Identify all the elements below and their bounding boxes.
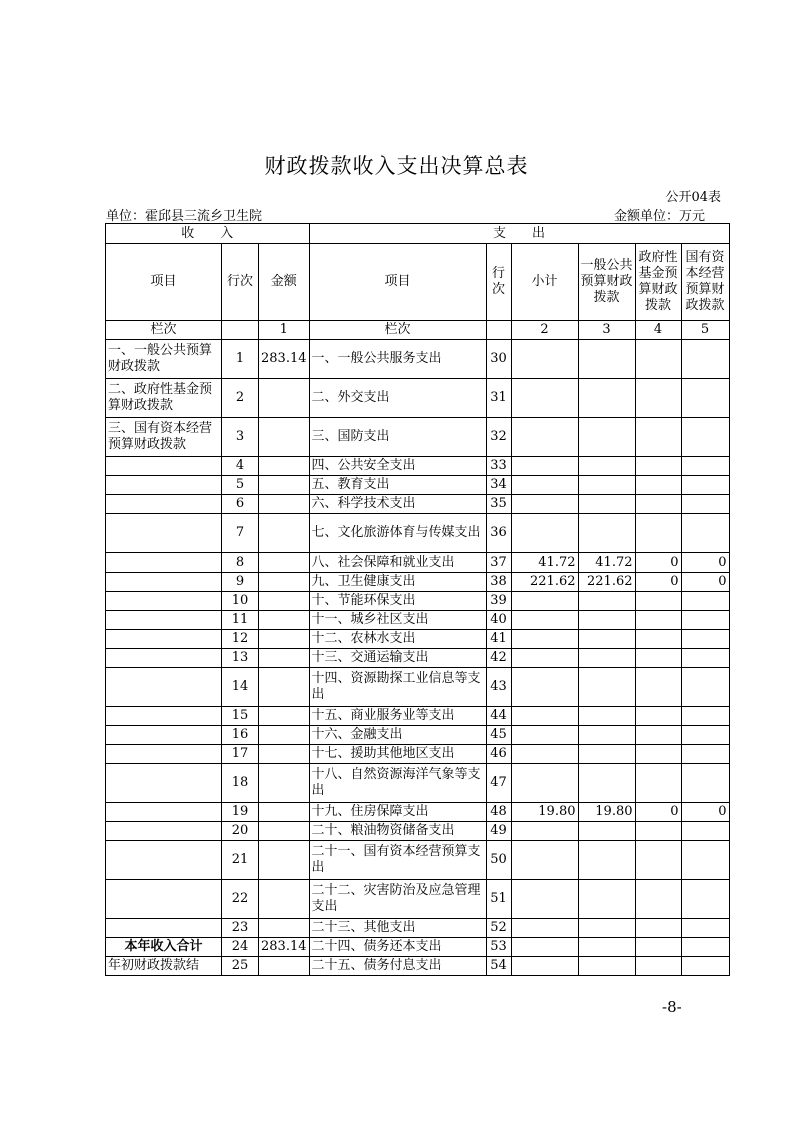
gov-fund-cell: 0	[635, 803, 681, 822]
state-capital-cell: 0	[681, 553, 729, 573]
expense-line-no-cell: 38	[486, 573, 511, 592]
expense-item-cell: 十二、农林水支出	[309, 630, 486, 649]
unit-label: 单位：霍邱县三流乡卫生院	[106, 209, 263, 224]
income-item-cell	[106, 841, 222, 880]
expense-item-cell: 二十二、灾害防治及应急管理支出	[309, 880, 486, 919]
expense-line-no-header: 行次	[486, 244, 511, 321]
expense-item-cell: 十四、资源勘探工业信息等支出	[309, 668, 486, 707]
income-amount-cell	[259, 592, 310, 611]
income-line-no-cell: 6	[222, 495, 259, 514]
income-line-no-cell: 14	[222, 668, 259, 707]
form-code: 公开04表	[665, 190, 721, 205]
general-budget-cell	[578, 841, 635, 880]
general-budget-cell	[578, 649, 635, 668]
income-amount-cell	[259, 649, 310, 668]
gov-fund-cell: 0	[635, 573, 681, 592]
income-amount-cell: 283.14	[259, 340, 310, 379]
state-capital-cell	[681, 592, 729, 611]
subtotal-cell	[511, 340, 578, 379]
table-row	[106, 379, 730, 418]
income-line-no-cell: 25	[222, 957, 259, 976]
expense-item-cell: 六、科学技术支出	[309, 495, 486, 514]
expense-item-cell: 十八、自然资源海洋气象等支出	[309, 764, 486, 803]
income-amount-cell	[259, 495, 310, 514]
income-line-no-cell: 4	[222, 457, 259, 476]
gov-fund-header: 政府性基金预算财政拨款	[635, 244, 681, 321]
expense-line-no-cell: 49	[486, 822, 511, 841]
table-row	[106, 957, 730, 976]
col-number: 5	[681, 321, 729, 340]
expense-item-cell: 十三、交通运输支出	[309, 649, 486, 668]
table-row	[106, 841, 730, 880]
general-budget-cell	[578, 611, 635, 630]
income-amount-cell	[259, 476, 310, 495]
gov-fund-cell	[635, 514, 681, 553]
income-item-cell	[106, 707, 222, 726]
col-number: 4	[635, 321, 681, 340]
income-amount-cell	[259, 573, 310, 592]
income-line-no-cell: 5	[222, 476, 259, 495]
gov-fund-cell	[635, 822, 681, 841]
income-amount-cell	[259, 553, 310, 573]
col-number: 3	[578, 321, 635, 340]
subtotal-cell	[511, 476, 578, 495]
table-row	[106, 938, 730, 957]
income-item-cell	[106, 573, 222, 592]
state-capital-cell	[681, 764, 729, 803]
gov-fund-cell	[635, 841, 681, 880]
expense-line-no-cell: 36	[486, 514, 511, 553]
subtotal-cell	[511, 880, 578, 919]
state-capital-cell	[681, 957, 729, 976]
subtotal-cell	[511, 630, 578, 649]
general-budget-cell	[578, 726, 635, 745]
income-amount-cell	[259, 822, 310, 841]
income-amount-cell	[259, 841, 310, 880]
income-item-cell	[106, 803, 222, 822]
general-budget-cell	[578, 340, 635, 379]
subtotal-cell	[511, 611, 578, 630]
gov-fund-cell	[635, 745, 681, 764]
subtotal-cell	[511, 418, 578, 457]
state-capital-cell	[681, 919, 729, 938]
income-line-no-cell: 23	[222, 919, 259, 938]
state-capital-cell	[681, 880, 729, 919]
table-row	[106, 726, 730, 745]
col-number: 1	[259, 321, 310, 340]
income-amount-cell	[259, 726, 310, 745]
income-line-no-cell: 2	[222, 379, 259, 418]
income-item-cell	[106, 495, 222, 514]
col-number: 2	[511, 321, 578, 340]
income-line-no-cell: 24	[222, 938, 259, 957]
subtotal-cell	[511, 822, 578, 841]
expense-line-no-cell: 47	[486, 764, 511, 803]
table-row	[106, 340, 730, 379]
income-amount-cell	[259, 880, 310, 919]
income-line-no-cell: 11	[222, 611, 259, 630]
state-capital-cell	[681, 938, 729, 957]
table-row	[106, 764, 730, 803]
table-row	[106, 668, 730, 707]
page-number: -8-	[662, 998, 682, 1016]
expense-item-header: 项目	[309, 244, 486, 321]
expense-line-no-cell: 44	[486, 707, 511, 726]
general-budget-cell	[578, 745, 635, 764]
state-capital-cell: 0	[681, 573, 729, 592]
expense-line-no-cell: 42	[486, 649, 511, 668]
general-budget-cell	[578, 495, 635, 514]
income-item-cell: 二、政府性基金预算财政拨款	[106, 379, 222, 418]
table-row	[106, 707, 730, 726]
expense-item-cell: 三、国防支出	[309, 418, 486, 457]
expense-line-no-cell: 50	[486, 841, 511, 880]
gov-fund-cell	[635, 592, 681, 611]
subtotal-header: 小计	[511, 244, 578, 321]
income-amount-cell	[259, 457, 310, 476]
state-capital-cell	[681, 379, 729, 418]
income-line-no-cell: 1	[222, 340, 259, 379]
income-amount-cell	[259, 630, 310, 649]
table-row	[106, 803, 730, 822]
expense-line-no-cell: 39	[486, 592, 511, 611]
table-row	[106, 573, 730, 592]
income-item-cell	[106, 764, 222, 803]
general-budget-cell	[578, 957, 635, 976]
income-item-cell: 本年收入合计	[106, 938, 222, 957]
empty-cell	[222, 321, 259, 340]
expense-header: 支 出	[309, 224, 729, 244]
state-capital-cell: 0	[681, 803, 729, 822]
subtotal-cell	[511, 957, 578, 976]
income-item-cell	[106, 649, 222, 668]
income-amount-cell	[259, 611, 310, 630]
table-row	[106, 919, 730, 938]
state-capital-cell	[681, 630, 729, 649]
income-amount-cell	[259, 745, 310, 764]
income-line-no-cell: 12	[222, 630, 259, 649]
state-capital-cell	[681, 514, 729, 553]
subtotal-cell	[511, 841, 578, 880]
state-capital-cell	[681, 707, 729, 726]
general-budget-cell	[578, 938, 635, 957]
income-item-cell	[106, 726, 222, 745]
expense-item-cell: 二、外交支出	[309, 379, 486, 418]
table-row	[106, 745, 730, 764]
income-line-no-cell: 20	[222, 822, 259, 841]
table-row	[106, 476, 730, 495]
income-line-no-cell: 19	[222, 803, 259, 822]
table-row	[106, 649, 730, 668]
subtotal-cell	[511, 668, 578, 707]
income-amount-cell	[259, 764, 310, 803]
expense-item-cell: 二十一、国有资本经营预算支出	[309, 841, 486, 880]
expense-line-no-cell: 31	[486, 379, 511, 418]
income-amount-cell	[259, 957, 310, 976]
item-header: 项目	[106, 244, 222, 321]
table-row	[106, 611, 730, 630]
state-capital-cell	[681, 649, 729, 668]
income-amount-cell	[259, 919, 310, 938]
income-item-cell	[106, 592, 222, 611]
table-row	[106, 553, 730, 573]
state-capital-cell	[681, 822, 729, 841]
table-row	[106, 495, 730, 514]
col-label: 栏次	[309, 321, 486, 340]
expense-line-no-cell: 41	[486, 630, 511, 649]
gov-fund-cell	[635, 938, 681, 957]
state-capital-header: 国有资本经营预算财政拨款	[681, 244, 729, 321]
state-capital-cell	[681, 745, 729, 764]
income-item-cell	[106, 457, 222, 476]
income-item-cell: 一、一般公共预算财政拨款	[106, 340, 222, 379]
expense-line-no-cell: 48	[486, 803, 511, 822]
expense-item-cell: 九、卫生健康支出	[309, 573, 486, 592]
general-budget-cell: 221.62	[578, 573, 635, 592]
expense-item-cell: 七、文化旅游体育与传媒支出	[309, 514, 486, 553]
subtotal-cell	[511, 514, 578, 553]
general-budget-cell	[578, 764, 635, 803]
gov-fund-cell	[635, 495, 681, 514]
gov-fund-cell	[635, 476, 681, 495]
expense-item-cell: 八、社会保障和就业支出	[309, 553, 486, 573]
table-row	[106, 880, 730, 919]
page-title: 财政拨款收入支出决算总表	[264, 154, 529, 178]
general-budget-cell	[578, 514, 635, 553]
subtotal-cell: 19.80	[511, 803, 578, 822]
income-line-no-cell: 9	[222, 573, 259, 592]
general-budget-cell	[578, 457, 635, 476]
expense-item-cell: 十一、城乡社区支出	[309, 611, 486, 630]
line-no-header: 行次	[222, 244, 259, 321]
income-line-no-cell: 3	[222, 418, 259, 457]
expense-line-no-cell: 54	[486, 957, 511, 976]
gov-fund-cell	[635, 764, 681, 803]
gov-fund-cell	[635, 418, 681, 457]
general-budget-cell	[578, 630, 635, 649]
expense-line-no-cell: 37	[486, 553, 511, 573]
subtotal-cell	[511, 938, 578, 957]
col-label: 栏次	[106, 321, 222, 340]
subtotal-cell	[511, 649, 578, 668]
general-budget-cell	[578, 668, 635, 707]
income-item-cell	[106, 745, 222, 764]
state-capital-cell	[681, 340, 729, 379]
income-line-no-cell: 15	[222, 707, 259, 726]
gov-fund-cell	[635, 379, 681, 418]
gov-fund-cell: 0	[635, 553, 681, 573]
general-budget-cell	[578, 476, 635, 495]
subtotal-cell	[511, 764, 578, 803]
income-line-no-cell: 17	[222, 745, 259, 764]
income-item-cell	[106, 880, 222, 919]
gov-fund-cell	[635, 649, 681, 668]
general-budget-cell	[578, 707, 635, 726]
income-line-no-cell: 13	[222, 649, 259, 668]
income-amount-cell	[259, 707, 310, 726]
table-row	[106, 630, 730, 649]
general-budget-cell	[578, 919, 635, 938]
income-amount-cell	[259, 803, 310, 822]
expense-item-cell: 十五、商业服务业等支出	[309, 707, 486, 726]
expense-item-cell: 十、节能环保支出	[309, 592, 486, 611]
gov-fund-cell	[635, 630, 681, 649]
budget-table	[105, 223, 730, 976]
expense-item-cell: 四、公共安全支出	[309, 457, 486, 476]
expense-item-cell: 二十五、债务付息支出	[309, 957, 486, 976]
income-line-no-cell: 8	[222, 553, 259, 573]
income-item-cell: 三、国有资本经营预算财政拨款	[106, 418, 222, 457]
income-line-no-cell: 22	[222, 880, 259, 919]
income-item-cell	[106, 919, 222, 938]
amount-header: 金额	[259, 244, 310, 321]
income-line-no-cell: 18	[222, 764, 259, 803]
income-item-cell	[106, 611, 222, 630]
income-item-cell	[106, 514, 222, 553]
general-budget-cell: 41.72	[578, 553, 635, 573]
gov-fund-cell	[635, 457, 681, 476]
expense-line-no-cell: 30	[486, 340, 511, 379]
expense-item-cell: 十七、援助其他地区支出	[309, 745, 486, 764]
subtotal-cell	[511, 495, 578, 514]
expense-line-no-cell: 34	[486, 476, 511, 495]
general-budget-cell	[578, 379, 635, 418]
gov-fund-cell	[635, 668, 681, 707]
subtotal-cell	[511, 707, 578, 726]
income-item-cell	[106, 630, 222, 649]
expense-line-no-cell: 43	[486, 668, 511, 707]
income-item-cell	[106, 668, 222, 707]
income-line-no-cell: 10	[222, 592, 259, 611]
subtotal-cell	[511, 379, 578, 418]
income-item-cell	[106, 822, 222, 841]
gov-fund-cell	[635, 957, 681, 976]
income-item-cell: 年初财政拨款结	[106, 957, 222, 976]
subtotal-cell	[511, 745, 578, 764]
state-capital-cell	[681, 418, 729, 457]
table-row	[106, 457, 730, 476]
gov-fund-cell	[635, 611, 681, 630]
income-header: 收 入	[106, 224, 310, 244]
empty-cell	[486, 321, 511, 340]
subtotal-cell	[511, 919, 578, 938]
general-budget-cell	[578, 880, 635, 919]
income-item-cell	[106, 476, 222, 495]
income-amount-cell	[259, 418, 310, 457]
gov-fund-cell	[635, 340, 681, 379]
income-item-cell	[106, 553, 222, 573]
gov-fund-cell	[635, 880, 681, 919]
state-capital-cell	[681, 476, 729, 495]
expense-item-cell: 二十三、其他支出	[309, 919, 486, 938]
table-row	[106, 418, 730, 457]
expense-line-no-cell: 53	[486, 938, 511, 957]
expense-item-cell: 十九、住房保障支出	[309, 803, 486, 822]
state-capital-cell	[681, 611, 729, 630]
state-capital-cell	[681, 668, 729, 707]
general-budget-cell	[578, 822, 635, 841]
subtotal-cell	[511, 592, 578, 611]
general-budget-cell: 19.80	[578, 803, 635, 822]
expense-line-no-cell: 52	[486, 919, 511, 938]
subtotal-cell: 221.62	[511, 573, 578, 592]
expense-item-cell: 二十、粮油物资储备支出	[309, 822, 486, 841]
expense-line-no-cell: 33	[486, 457, 511, 476]
income-line-no-cell: 7	[222, 514, 259, 553]
expense-line-no-cell: 45	[486, 726, 511, 745]
general-budget-header: 一般公共预算财政拨款	[578, 244, 635, 321]
subtotal-cell: 41.72	[511, 553, 578, 573]
state-capital-cell	[681, 841, 729, 880]
expense-item-cell: 五、教育支出	[309, 476, 486, 495]
subtotal-cell	[511, 726, 578, 745]
state-capital-cell	[681, 726, 729, 745]
income-line-no-cell: 21	[222, 841, 259, 880]
table-row	[106, 822, 730, 841]
expense-item-cell: 十六、金融支出	[309, 726, 486, 745]
gov-fund-cell	[635, 726, 681, 745]
income-line-no-cell: 16	[222, 726, 259, 745]
table-row	[106, 514, 730, 553]
expense-line-no-cell: 51	[486, 880, 511, 919]
money-unit-label: 金额单位：万元	[613, 209, 705, 224]
income-amount-cell	[259, 379, 310, 418]
income-amount-cell: 283.14	[259, 938, 310, 957]
expense-line-no-cell: 40	[486, 611, 511, 630]
expense-line-no-cell: 32	[486, 418, 511, 457]
income-amount-cell	[259, 514, 310, 553]
income-amount-cell	[259, 668, 310, 707]
table-row	[106, 592, 730, 611]
expense-line-no-cell: 46	[486, 745, 511, 764]
gov-fund-cell	[635, 707, 681, 726]
state-capital-cell	[681, 495, 729, 514]
gov-fund-cell	[635, 919, 681, 938]
expense-line-no-cell: 35	[486, 495, 511, 514]
general-budget-cell	[578, 592, 635, 611]
expense-item-cell: 一、一般公共服务支出	[309, 340, 486, 379]
expense-item-cell: 二十四、债务还本支出	[309, 938, 486, 957]
subtotal-cell	[511, 457, 578, 476]
state-capital-cell	[681, 457, 729, 476]
general-budget-cell	[578, 418, 635, 457]
